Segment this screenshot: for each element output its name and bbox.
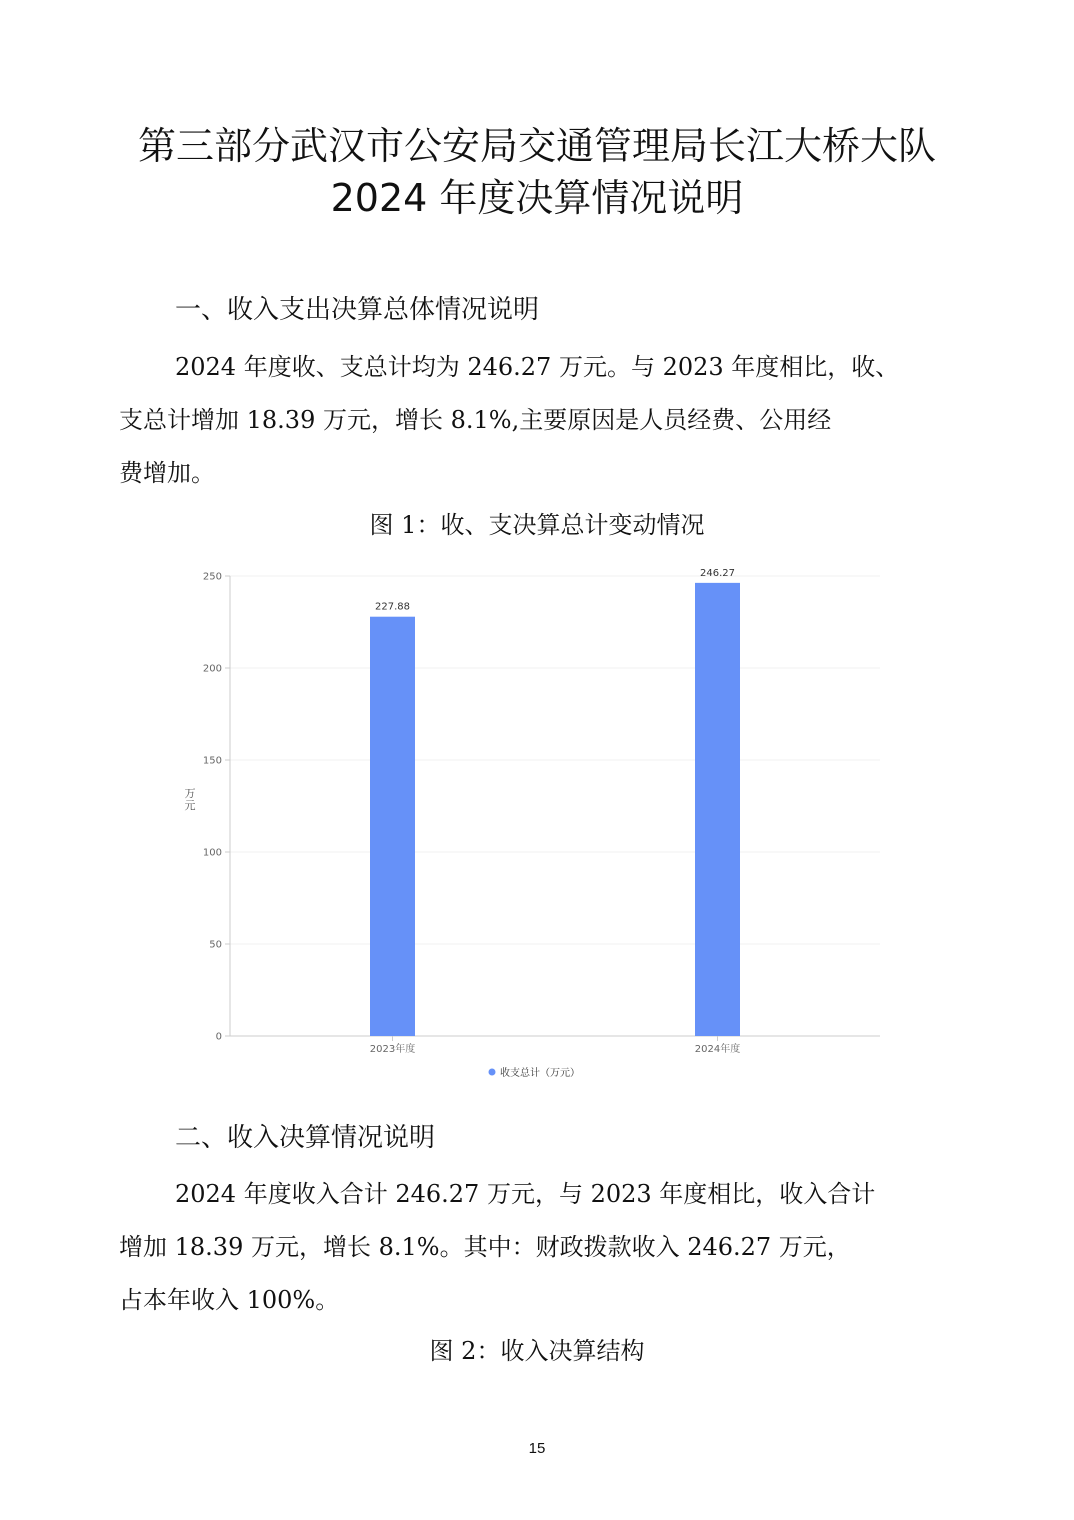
page-number: 15 [528,1440,546,1457]
chart-bars [370,583,740,1036]
legend-label: 收支总计（万元） [500,1068,580,1079]
x-tick-label-2023年度: 2023年度 [369,1044,416,1055]
chart-x-ticks [370,1036,740,1055]
figure-1-caption: 图 1：收、支决算总计变动情况 [369,511,705,539]
y-tick-label: 150 [202,755,222,767]
y-tick-label: 200 [202,663,222,675]
bar-chart [160,555,900,1090]
chart-legend [489,1066,581,1079]
section-1-paragraph-line-3: 费增加。 [119,459,215,487]
section-2-paragraph-line-1: 2024 年度收入合计 246.27 万元，与 2023 年度相比，收入合计 [175,1180,876,1208]
data-label-2024年度: 246.27 [700,567,735,579]
y-tick-label: 0 [215,1031,222,1043]
section-1-paragraph-line-2: 支总计增加 18.39 万元，增长 8.1%,主要原因是人员经费、公用经 [119,406,832,434]
y-tick-label: 100 [202,847,222,859]
section-1-paragraph-line-1: 2024 年度收、支总计均为 246.27 万元。与 2023 年度相比，收、 [175,353,900,381]
bar-2024年度 [695,583,740,1036]
legend-marker [489,1069,496,1076]
y-axis-label: 万元 [184,787,196,812]
section-2-heading: 二、收入决算情况说明 [175,1123,436,1153]
document-title-line-2: 2024 年度决算情况说明 [330,176,744,220]
section-2-paragraph-line-3: 占本年收入 100%。 [119,1286,340,1314]
x-tick-label-2024年度: 2024年度 [694,1044,741,1055]
data-label-2023年度: 227.88 [375,601,410,613]
chart-data-labels [375,568,735,613]
bar-2023年度 [370,617,415,1036]
section-1-heading: 一、收入支出决算总体情况说明 [175,295,540,325]
chart-gridlines [230,576,880,1036]
y-tick-label: 50 [209,939,222,951]
chart-y-ticks [203,572,230,1043]
section-2-paragraph-line-2: 增加 18.39 万元，增长 8.1%。其中：财政拨款收入 246.27 万元， [119,1233,851,1261]
document-title-line-1: 第三部分武汉市公安局交通管理局长江大桥大队 [137,124,936,168]
figure-2-caption: 图 2：收入决算结构 [429,1337,645,1365]
y-tick-label: 250 [202,571,222,583]
